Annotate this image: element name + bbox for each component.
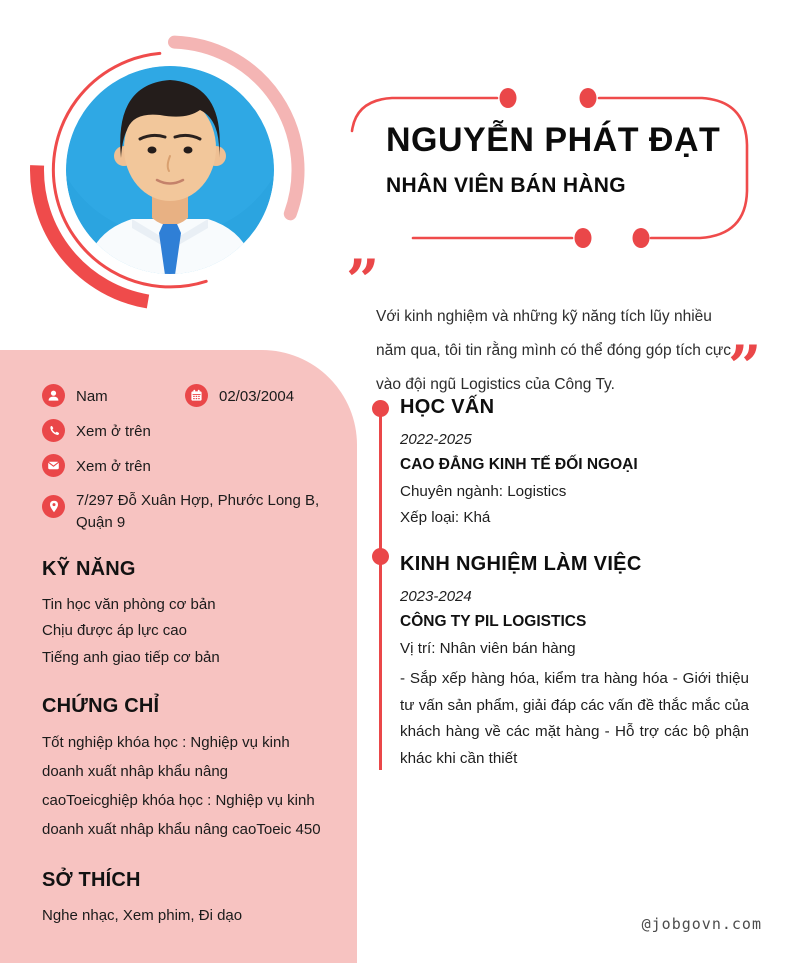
certificates-text: Tốt nghiệp khóa học : Nghiệp vụ kinh doanh xuất nhâp khẩu nâng caoToeicghiệp khóa học : Nghiệp vụ kinh doanh xuất nhâp khẩu nâng caoToeic 450 [42,733,321,838]
gender-value: Nam [76,388,108,405]
open-quote-icon: ” [346,247,380,315]
calendar-icon [185,384,208,407]
main-column [400,396,749,772]
address-value: 7/297 Đỗ Xuân Hợp, Phước Long B, Quận 9 [76,492,320,531]
address-cell [42,488,327,534]
experience-period: 2023-2024 [400,588,472,605]
email-cell [42,454,151,478]
skill-item: Chịu được áp lực cao [42,622,187,640]
person-name: NGUYỄN PHÁT ĐẠT [386,121,721,159]
experience-company: CÔNG TY PIL LOGISTICS [400,613,587,630]
profile-row-gender-dob [42,384,327,408]
sidebar [0,350,357,963]
certificates-title: CHỨNG CHỈ [42,694,160,717]
watermark: @jobgovn.com [641,915,762,933]
timeline-dot-experience [372,548,389,565]
location-pin-icon [42,495,65,518]
profile-row-phone [42,419,327,443]
dob-value: 02/03/2004 [219,388,295,405]
photo-decoration-arcs [28,28,318,318]
experience-section [400,553,749,772]
user-icon [42,384,65,407]
education-grade: Xếp loại: Khá [400,509,491,526]
email-value: Xem ở trên [76,457,151,475]
timeline-line [379,409,382,770]
timeline-dot-education [372,400,389,417]
education-school: CAO ĐẲNG KINH TẾ ĐỐI NGOẠI [400,456,638,473]
dob-cell [185,384,294,408]
close-quote-icon: ” [728,333,762,401]
education-major: Chuyên ngành: Logistics [400,483,567,500]
skill-item: Tiếng anh giao tiếp cơ bản [42,648,220,666]
phone-cell [42,419,151,443]
education-period: 2022-2025 [400,431,472,448]
hobbies-title: SỞ THÍCH [42,868,141,891]
education-title: HỌC VẤN [400,396,495,418]
profile-row-email [42,454,327,478]
experience-position: Vị trí: Nhân viên bán hàng [400,640,576,657]
phone-value: Xem ở trên [76,422,151,440]
hobbies-text: Nghe nhạc, Xem phim, Đi dạo [42,906,243,924]
person-job-title: NHÂN VIÊN BÁN HÀNG [386,174,626,197]
experience-description: - Sắp xếp hàng hóa, kiểm tra hàng hóa - Giới thiệu tư vấn sản phẩm, giải đáp các vấn đề thắc mắc của khách hàng về các mặt hàng - Hỗ trợ các bộ phận khác khi cần thiết [400,670,749,767]
phone-icon [42,419,65,442]
mail-icon [42,454,65,477]
summary-text: Với kinh nghiệm và những kỹ năng tích lũy nhiều năm qua, tôi tin rằng mình có thể đóng góp tích cực vào đội ngũ Logistics của Công Ty. [376,308,732,393]
profile-row-address [42,488,327,534]
skill-item: Tin học văn phòng cơ bản [42,595,216,613]
skills-title: KỸ NĂNG [42,557,136,580]
experience-title: KINH NGHIỆM LÀM VIỆC [400,553,642,575]
education-section [400,396,749,526]
gender-cell [42,384,185,408]
profile-photo-block [28,28,318,318]
name-frame-decoration [340,85,760,255]
